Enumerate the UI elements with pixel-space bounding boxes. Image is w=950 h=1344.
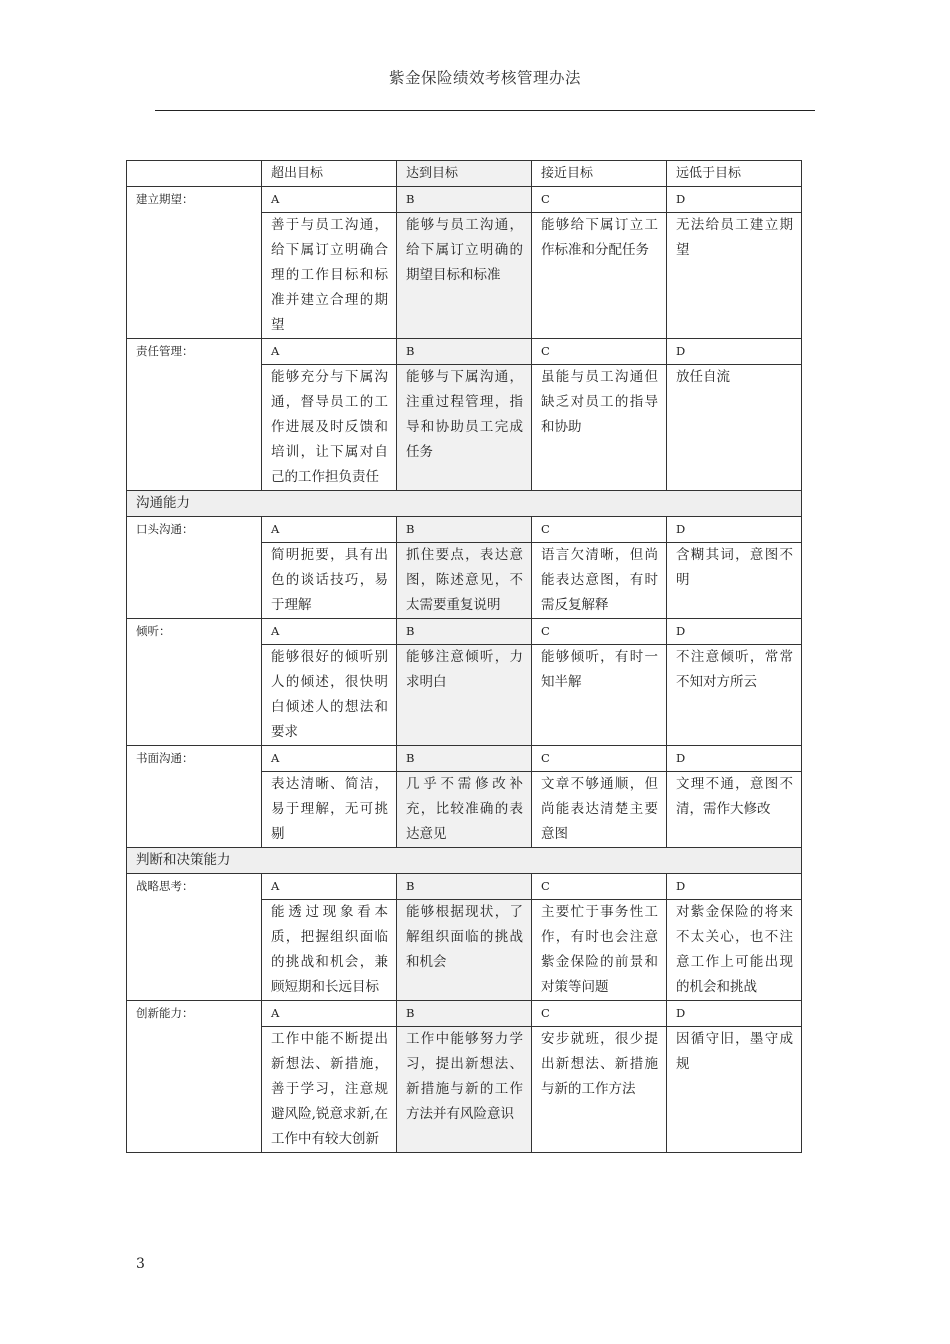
row-label-listening: 倾听： — [127, 619, 262, 746]
grade-cell: B — [397, 187, 532, 213]
description-cell: 能够给下属订立工作标准和分配任务 — [532, 213, 667, 339]
grade-cell: D — [667, 1001, 802, 1027]
row-label-innovation: 创新能力： — [127, 1001, 262, 1153]
description-cell: 能够注意倾听，力求明白 — [397, 645, 532, 746]
grade-cell: C — [532, 187, 667, 213]
description-cell: 主要忙于事务性工作，有时也会注意紫金保险的前景和对策等问题 — [532, 900, 667, 1001]
description-cell: 含糊其词，意图不明 — [667, 543, 802, 619]
grade-cell: D — [667, 517, 802, 543]
header-rule — [155, 110, 815, 111]
column-header-meets: 达到目标 — [397, 161, 532, 187]
grade-cell: C — [532, 746, 667, 772]
grade-cell: A — [262, 517, 397, 543]
row-label-expectations: 建立期望： — [127, 187, 262, 339]
table-header-row — [127, 161, 802, 187]
grade-cell: A — [262, 746, 397, 772]
description-cell: 能透过现象看本质，把握组织面临的挑战和机会，兼顾短期和长远目标 — [262, 900, 397, 1001]
grade-cell: A — [262, 619, 397, 645]
table-row — [127, 874, 802, 900]
table-row — [127, 517, 802, 543]
description-cell: 文理不通，意图不清，需作大修改 — [667, 772, 802, 848]
description-cell: 善于与员工沟通，给下属订立明确合理的工作目标和标准并建立合理的期望 — [262, 213, 397, 339]
description-cell: 能够充分与下属沟通，督导员工的工作进展及时反馈和培训，让下属对自己的工作担负责任 — [262, 365, 397, 491]
evaluation-table — [126, 160, 802, 1153]
description-cell: 能够很好的倾听别人的倾述，很快明白倾述人的想法和要求 — [262, 645, 397, 746]
table-row — [127, 619, 802, 645]
column-header-near: 接近目标 — [532, 161, 667, 187]
description-cell: 对紫金保险的将来不太关心，也不注意工作上可能出现的机会和挑战 — [667, 900, 802, 1001]
grade-cell: D — [667, 187, 802, 213]
description-cell: 抓住要点，表达意图，陈述意见，不太需要重复说明 — [397, 543, 532, 619]
column-header-empty — [127, 161, 262, 187]
row-label-responsibility: 责任管理： — [127, 339, 262, 491]
description-cell: 能够倾听，有时一知半解 — [532, 645, 667, 746]
grade-cell: C — [532, 1001, 667, 1027]
grade-cell: A — [262, 874, 397, 900]
description-cell: 虽能与员工沟通但缺乏对员工的指导和协助 — [532, 365, 667, 491]
description-cell: 几乎不需修改补充，比较准确的表达意见 — [397, 772, 532, 848]
description-cell: 工作中能不断提出新想法、新措施，善于学习，注意规避风险,锐意求新,在工作中有较大创新 — [262, 1027, 397, 1153]
grade-cell: A — [262, 1001, 397, 1027]
description-cell: 能够根据现状，了解组织面临的挑战和机会 — [397, 900, 532, 1001]
grade-cell: C — [532, 874, 667, 900]
table-row — [127, 339, 802, 365]
column-header-below: 远低于目标 — [667, 161, 802, 187]
page-number: 3 — [136, 1256, 145, 1272]
description-cell: 能够与下属沟通，注重过程管理，指导和协助员工完成任务 — [397, 365, 532, 491]
description-cell: 能够与员工沟通，给下属订立明确的期望目标和标准 — [397, 213, 532, 339]
grade-cell: B — [397, 874, 532, 900]
description-cell: 表达清晰、简洁，易于理解，无可挑剔 — [262, 772, 397, 848]
grade-cell: A — [262, 339, 397, 365]
section-heading-communication: 沟通能力 — [127, 491, 802, 517]
grade-cell: C — [532, 517, 667, 543]
grade-cell: D — [667, 874, 802, 900]
table-row — [127, 187, 802, 213]
table-row — [127, 1001, 802, 1027]
section-row — [127, 491, 802, 517]
grade-cell: C — [532, 339, 667, 365]
description-cell: 不注意倾听，常常不知对方所云 — [667, 645, 802, 746]
description-cell: 工作中能够努力学习，提出新想法、新措施与新的工作方法并有风险意识 — [397, 1027, 532, 1153]
section-heading-judgment: 判断和决策能力 — [127, 848, 802, 874]
grade-cell: D — [667, 619, 802, 645]
row-label-strategy: 战略思考： — [127, 874, 262, 1001]
description-cell: 文章不够通顺，但尚能表达清楚主要意图 — [532, 772, 667, 848]
description-cell: 放任自流 — [667, 365, 802, 491]
grade-cell: B — [397, 619, 532, 645]
description-cell: 语言欠清晰，但尚能表达意图，有时需反复解释 — [532, 543, 667, 619]
description-cell: 因循守旧，墨守成规 — [667, 1027, 802, 1153]
grade-cell: D — [667, 339, 802, 365]
grade-cell: B — [397, 517, 532, 543]
description-cell: 简明扼要，具有出色的谈话技巧，易于理解 — [262, 543, 397, 619]
grade-cell: B — [397, 746, 532, 772]
grade-cell: B — [397, 1001, 532, 1027]
row-label-written: 书面沟通： — [127, 746, 262, 848]
description-cell: 无法给员工建立期望 — [667, 213, 802, 339]
section-row — [127, 848, 802, 874]
grade-cell: D — [667, 746, 802, 772]
page-header-title: 紫金保险绩效考核管理办法 — [388, 69, 581, 87]
column-header-exceeds: 超出目标 — [262, 161, 397, 187]
row-label-oral: 口头沟通： — [127, 517, 262, 619]
grade-cell: C — [532, 619, 667, 645]
table-row — [127, 746, 802, 772]
description-cell: 安步就班，很少提出新想法、新措施与新的工作方法 — [532, 1027, 667, 1153]
grade-cell: A — [262, 187, 397, 213]
grade-cell: B — [397, 339, 532, 365]
